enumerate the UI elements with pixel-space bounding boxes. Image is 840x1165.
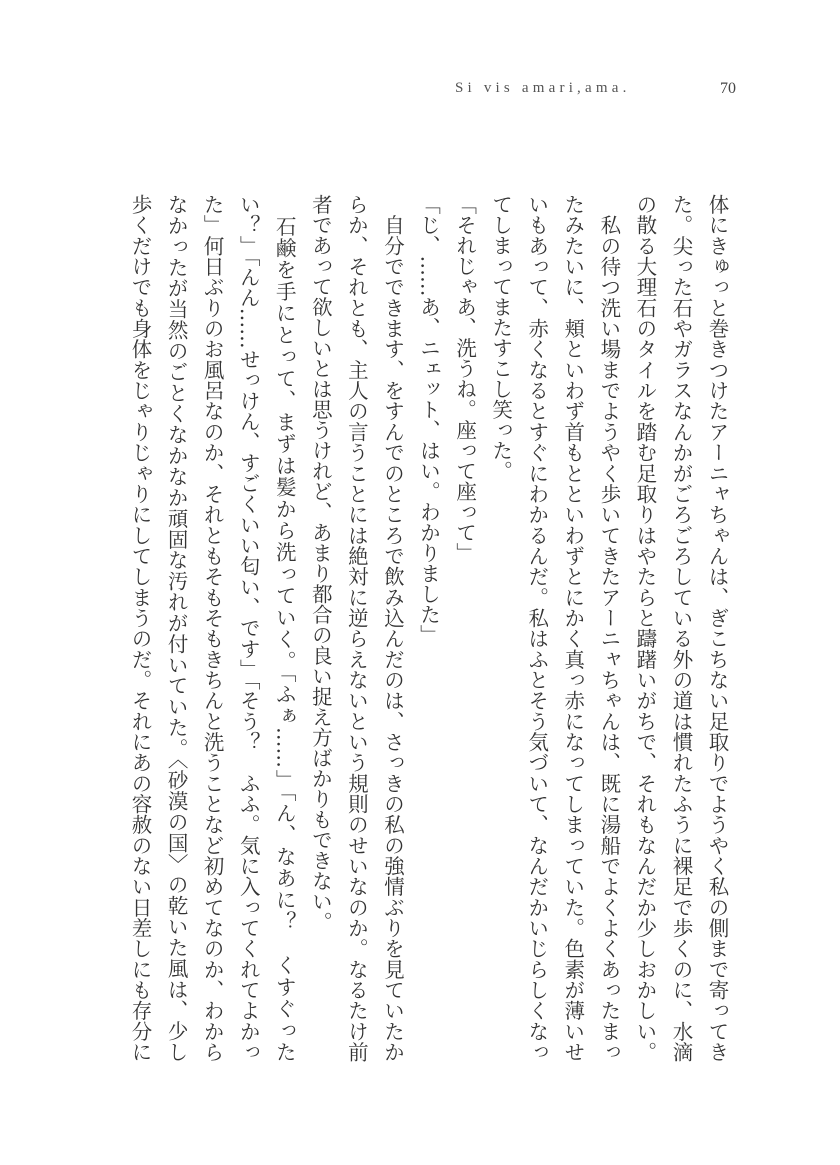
running-title: Si vis amari,ama. [455, 80, 631, 96]
text-line: た」何日ぶりのお風呂なのか、それともそもそもきちんと洗うことなど初めてなのか、わから [200, 194, 225, 1062]
dialogue-line: 「それじゃあ、洗うね。座って座って」 [452, 194, 477, 563]
text-line: い？」「んん……せっけん、すごくいい匂い、です」「そう？ ふふ。気に入ってくれてよかっ [236, 194, 261, 1062]
text-line: の散る大理石のタイルを踏む足取りはやたらと躊躇いがちで、それもなんだか少しおかしい。 [632, 194, 657, 1062]
vertical-body-text [122, 194, 735, 1062]
text-line: てしまってまたすこし笑った。 [488, 194, 513, 481]
text-line: らか、それとも、主人の言うことには絶対に逆らえないという規則のせいなのか。なるたけ前 [344, 194, 369, 1062]
dialogue-line: 「じ、……あ、ニェット、はい。わかりました」 [416, 194, 441, 645]
text-line: 者であって欲しいとは思うけれど、あまり都合の良い捉え方ばかりもできない。 [308, 194, 333, 932]
text-line: なかったが当然のごとくなかなか頑固な汚れが付いていた。〈砂漠の国〉の乾いた風は、少し [164, 194, 189, 1062]
text-line: た。尖った石やガラスなんかがごろごろしている外の道は慣れたふうに裸足で歩くのに、水滴 [668, 194, 693, 1062]
text-line: 自分でできます、をすんでのところで飲み込んだのは、さっきの私の強情ぶりを見ていたか [380, 194, 405, 1062]
text-line: 私の待つ洗い場までようやく歩いてきたアーニャちゃんは、既に湯船でよくよくあったまっ [596, 194, 621, 1062]
text-line: たみたいに、頬といわず首もとといわずとにかく真っ赤になってしまっていた。色素が薄いせ [560, 194, 585, 1062]
text-line: いもあって、赤くなるとすぐにわかるんだ。私はふとそう気づいて、なんだかいじらしくなっ [524, 194, 549, 1062]
text-line: 石鹸を手にとって、まずは髪から洗っていく。「ふぁ……」「ん、なあに？ くすぐった [272, 194, 297, 1062]
text-line: 歩くだけでも身体をじゃりじゃりにしてしまうのだ。それにあの容赦のない日差しにも存分に [128, 194, 152, 1062]
text-line: 体にきゅっと巻きつけたアーニャちゃんは、ぎこちない足取りでようやく私の側まで寄ってき [705, 194, 729, 1062]
page-number: 70 [720, 80, 736, 97]
